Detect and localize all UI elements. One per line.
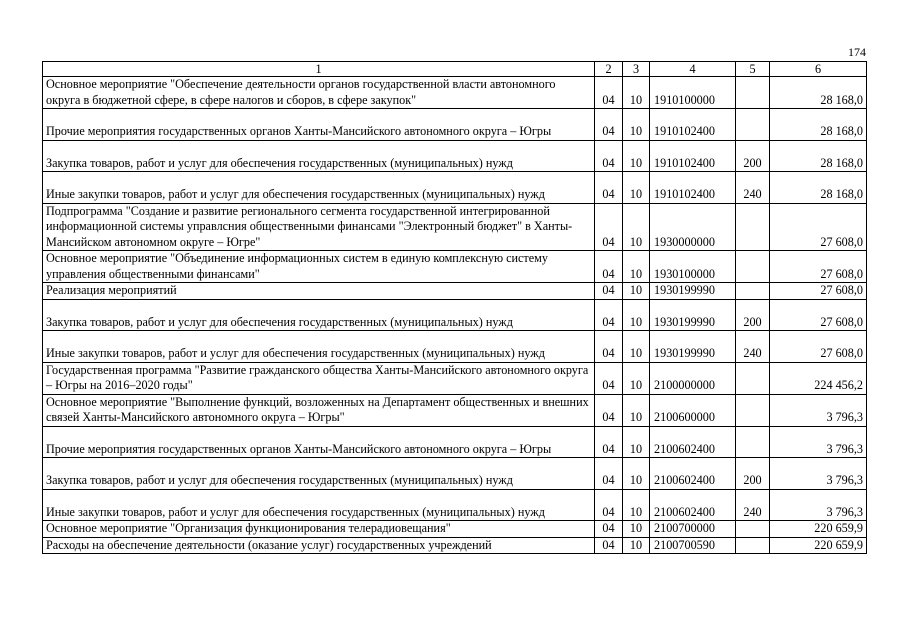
table-row — [43, 77, 867, 109]
subsection-code: 10 — [623, 283, 650, 300]
section-code: 04 — [595, 331, 623, 363]
section-code: 04 — [595, 299, 623, 331]
row-description: Иные закупки товаров, работ и услуг для обеспечения государственных (муниципальных) нужд — [43, 172, 595, 204]
expense-type-code — [736, 283, 770, 300]
row-description: Основное мероприятие "Объединение информационных систем в единую комплексную систему управления общественными финансами" — [43, 251, 595, 283]
table-row — [43, 426, 867, 458]
row-description: Расходы на обеспечение деятельности (оказание услуг) государственных учреждений — [43, 537, 595, 554]
target-item-code: 1930199990 — [650, 331, 736, 363]
target-item-code: 1930100000 — [650, 251, 736, 283]
table-row — [43, 537, 867, 554]
amount-value: 220 659,9 — [770, 537, 867, 554]
table-row — [43, 458, 867, 490]
subsection-code: 10 — [623, 203, 650, 251]
target-item-code: 1930199990 — [650, 283, 736, 300]
amount-value: 28 168,0 — [770, 109, 867, 141]
section-code: 04 — [595, 140, 623, 172]
subsection-code: 10 — [623, 521, 650, 538]
target-item-code: 1910102400 — [650, 172, 736, 204]
row-description: Закупка товаров, работ и услуг для обеспечения государственных (муниципальных) нужд — [43, 299, 595, 331]
subsection-code: 10 — [623, 109, 650, 141]
table-row — [43, 394, 867, 426]
table-row — [43, 172, 867, 204]
section-code: 04 — [595, 394, 623, 426]
amount-value: 28 168,0 — [770, 77, 867, 109]
expense-type-code — [736, 77, 770, 109]
column-header: 1 — [43, 62, 595, 77]
table-row — [43, 299, 867, 331]
table-row — [43, 203, 867, 251]
subsection-code: 10 — [623, 299, 650, 331]
section-code: 04 — [595, 251, 623, 283]
subsection-code: 10 — [623, 251, 650, 283]
amount-value: 27 608,0 — [770, 251, 867, 283]
target-item-code: 1910102400 — [650, 109, 736, 141]
subsection-code: 10 — [623, 362, 650, 394]
row-description: Государственная программа "Развитие гражданского общества Ханты-Мансийского автономного округа – Югры на 2016–2020 годы" — [43, 362, 595, 394]
expense-type-code: 240 — [736, 331, 770, 363]
amount-value: 224 456,2 — [770, 362, 867, 394]
section-code: 04 — [595, 172, 623, 204]
table-row — [43, 362, 867, 394]
section-code: 04 — [595, 109, 623, 141]
target-item-code: 2100700590 — [650, 537, 736, 554]
amount-value: 27 608,0 — [770, 203, 867, 251]
target-item-code: 1910102400 — [650, 140, 736, 172]
table-row — [43, 521, 867, 538]
expense-type-code — [736, 362, 770, 394]
subsection-code: 10 — [623, 537, 650, 554]
subsection-code: 10 — [623, 77, 650, 109]
page-number: 174 — [848, 45, 866, 59]
expense-type-code — [736, 521, 770, 538]
expense-type-code — [736, 426, 770, 458]
section-code: 04 — [595, 283, 623, 300]
section-code: 04 — [595, 77, 623, 109]
expense-type-code — [736, 203, 770, 251]
expense-type-code: 200 — [736, 458, 770, 490]
amount-value: 27 608,0 — [770, 283, 867, 300]
amount-value: 28 168,0 — [770, 140, 867, 172]
amount-value: 3 796,3 — [770, 394, 867, 426]
expense-type-code: 200 — [736, 140, 770, 172]
expense-type-code — [736, 251, 770, 283]
target-item-code: 2100700000 — [650, 521, 736, 538]
subsection-code: 10 — [623, 172, 650, 204]
expense-type-code: 240 — [736, 489, 770, 521]
expense-type-code: 200 — [736, 299, 770, 331]
column-header: 6 — [770, 62, 867, 77]
amount-value: 220 659,9 — [770, 521, 867, 538]
amount-value: 27 608,0 — [770, 299, 867, 331]
row-description: Основное мероприятие "Организация функционирования телерадиовещания" — [43, 521, 595, 538]
row-description: Иные закупки товаров, работ и услуг для обеспечения государственных (муниципальных) нужд — [43, 331, 595, 363]
target-item-code: 1930000000 — [650, 203, 736, 251]
expense-type-code — [736, 537, 770, 554]
row-description: Закупка товаров, работ и услуг для обеспечения государственных (муниципальных) нужд — [43, 140, 595, 172]
row-description: Основное мероприятие "Обеспечение деятельности органов государственной власти автономного округа в бюджетной сфере, в сфере налогов и сборов, в сфере закупок" — [43, 77, 595, 109]
subsection-code: 10 — [623, 140, 650, 172]
target-item-code: 2100000000 — [650, 362, 736, 394]
target-item-code: 2100602400 — [650, 458, 736, 490]
section-code: 04 — [595, 521, 623, 538]
table-row — [43, 489, 867, 521]
target-item-code: 2100602400 — [650, 426, 736, 458]
expense-type-code: 240 — [736, 172, 770, 204]
amount-value: 27 608,0 — [770, 331, 867, 363]
column-header: 5 — [736, 62, 770, 77]
row-description: Основное мероприятие "Выполнение функций, возложенных на Департамент общественных и внешних связей Ханты-Мансийского автономного округа – Югры" — [43, 394, 595, 426]
row-description: Закупка товаров, работ и услуг для обеспечения государственных (муниципальных) нужд — [43, 458, 595, 490]
section-code: 04 — [595, 537, 623, 554]
budget-table — [42, 61, 867, 554]
subsection-code: 10 — [623, 331, 650, 363]
subsection-code: 10 — [623, 394, 650, 426]
column-header: 3 — [623, 62, 650, 77]
expense-type-code — [736, 109, 770, 141]
table-row — [43, 140, 867, 172]
table-row — [43, 331, 867, 363]
row-description: Подпрограмма "Создание и развитие регионального сегмента государственной интегрированной информационной системы управлсния общественными финансами "Электронный бюджет" в Ханты-Мансийском автономном округе – Югре" — [43, 203, 595, 251]
table-row — [43, 251, 867, 283]
target-item-code: 2100600000 — [650, 394, 736, 426]
section-code: 04 — [595, 426, 623, 458]
row-description: Иные закупки товаров, работ и услуг для обеспечения государственных (муниципальных) нужд — [43, 489, 595, 521]
table-row — [43, 283, 867, 300]
table-row — [43, 109, 867, 141]
section-code: 04 — [595, 362, 623, 394]
row-description: Прочие мероприятия государственных органов Ханты-Мансийского автономного округа – Югры — [43, 426, 595, 458]
subsection-code: 10 — [623, 489, 650, 521]
target-item-code: 1930199990 — [650, 299, 736, 331]
column-header: 2 — [595, 62, 623, 77]
target-item-code: 1910100000 — [650, 77, 736, 109]
row-description: Прочие мероприятия государственных органов Ханты-Мансийского автономного округа – Югры — [43, 109, 595, 141]
row-description: Реализация мероприятий — [43, 283, 595, 300]
column-header: 4 — [650, 62, 736, 77]
section-code: 04 — [595, 489, 623, 521]
section-code: 04 — [595, 203, 623, 251]
expense-type-code — [736, 394, 770, 426]
header-row — [43, 62, 867, 77]
amount-value: 3 796,3 — [770, 489, 867, 521]
amount-value: 3 796,3 — [770, 458, 867, 490]
subsection-code: 10 — [623, 426, 650, 458]
amount-value: 28 168,0 — [770, 172, 867, 204]
target-item-code: 2100602400 — [650, 489, 736, 521]
amount-value: 3 796,3 — [770, 426, 867, 458]
subsection-code: 10 — [623, 458, 650, 490]
section-code: 04 — [595, 458, 623, 490]
